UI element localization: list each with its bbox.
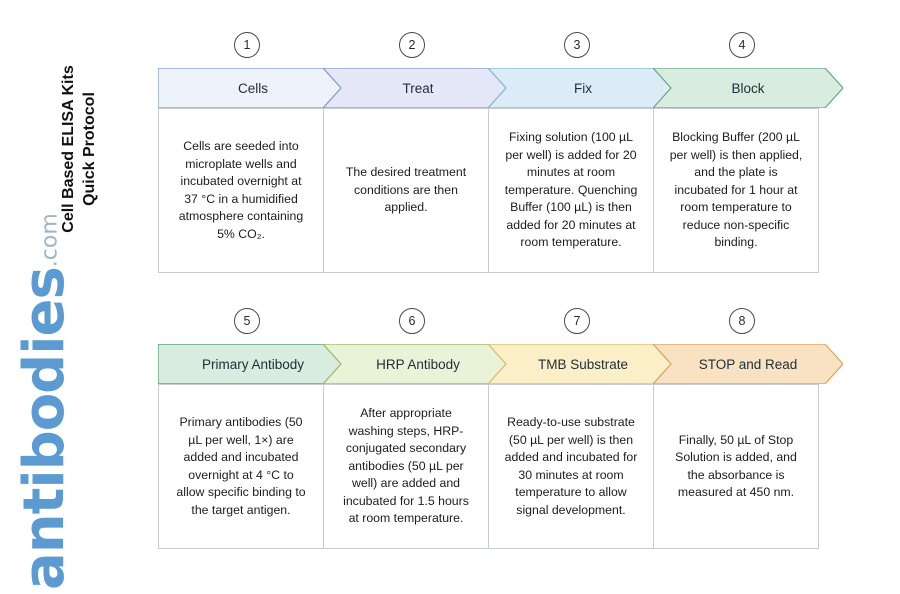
- chevron-label-5: Primary Antibody: [201, 356, 305, 372]
- step-number-band-1: [158, 32, 848, 62]
- description-text-2: The desired treatment conditions are then applied.: [345, 165, 467, 215]
- vertical-title-line1: Cell Based ELISA Kits: [60, 65, 77, 233]
- flow-row-1: [158, 32, 848, 273]
- chevron-step-5[interactable]: [158, 344, 348, 384]
- description-text-6: After appropriate washing steps, HRP-conjugated secondary antibodies (50 µL per well) are added and incubated for 1.5 hours at room temperature.: [343, 406, 469, 526]
- chevron-step-8[interactable]: [653, 344, 843, 384]
- description-band-2: [158, 384, 848, 549]
- step-number-1: 1: [234, 32, 260, 58]
- chevron-label-3: Fix: [574, 80, 592, 96]
- step-number-3: 3: [564, 32, 590, 58]
- chevron-label-2: Treat: [402, 80, 434, 96]
- description-text-1: Cells are seeded into microplate wells and incubated overnight at 37 °C in a humidified atmosphere containing 5% CO₂.: [178, 139, 304, 241]
- description-box-1: [158, 108, 324, 273]
- chevron-band-1: [158, 68, 848, 108]
- vertical-title-line2: Quick Protocol: [81, 92, 98, 206]
- description-text-4: Blocking Buffer (200 µL per well) is then applied, and the plate is incubated for 1 hour at room temperature to reduce non-specific binding.: [669, 130, 803, 250]
- description-box-3: [488, 108, 654, 273]
- step-number-6: 6: [399, 308, 425, 334]
- description-box-4: [653, 108, 819, 273]
- description-text-8: Finally, 50 µL of Stop Solution is added, and the absorbance is measured at 450 nm.: [675, 432, 797, 499]
- flow-row-2: [158, 308, 848, 549]
- chevron-label-1: Cells: [237, 80, 268, 96]
- description-box-8: [653, 384, 819, 549]
- chevron-band-2: [158, 344, 848, 384]
- step-number-4: 4: [729, 32, 755, 58]
- chevron-label-8: STOP and Read: [698, 356, 798, 372]
- step-number-5: 5: [234, 308, 260, 334]
- description-box-5: [158, 384, 324, 549]
- chevron-step-1[interactable]: [158, 68, 348, 108]
- description-box-6: [323, 384, 489, 549]
- brand-name: antibodies: [12, 267, 77, 590]
- step-number-2: 2: [399, 32, 425, 58]
- chevron-step-4[interactable]: [653, 68, 843, 108]
- description-box-7: [488, 384, 654, 549]
- step-number-band-2: [158, 308, 848, 338]
- description-text-5: Primary antibodies (50 µL per well, 1×) are added and incubated overnight at 4 °C to allow specific binding to the target antigen.: [176, 415, 306, 517]
- chevron-step-7[interactable]: [488, 344, 678, 384]
- brand-tld: .com: [37, 213, 63, 268]
- description-text-7: Ready-to-use substrate (50 µL per well) is then added and incubated for 30 minutes at room temperature to allow signal development.: [504, 415, 638, 517]
- chevron-step-6[interactable]: [323, 344, 513, 384]
- chevron-step-3[interactable]: [488, 68, 678, 108]
- brand-logo: [12, 0, 82, 590]
- description-box-2: [323, 108, 489, 273]
- chevron-label-4: Block: [731, 80, 765, 96]
- chevron-step-2[interactable]: [323, 68, 513, 108]
- step-number-7: 7: [564, 308, 590, 334]
- chevron-label-6: HRP Antibody: [376, 356, 460, 372]
- chevron-label-7: TMB Substrate: [537, 356, 629, 372]
- description-text-3: Fixing solution (100 µL per well) is added for 20 minutes at room temperature. Quenching Buffer (100 µL) is then added for 20 minutes at room temperature.: [504, 130, 638, 250]
- description-band-1: [158, 108, 848, 273]
- step-number-8: 8: [729, 308, 755, 334]
